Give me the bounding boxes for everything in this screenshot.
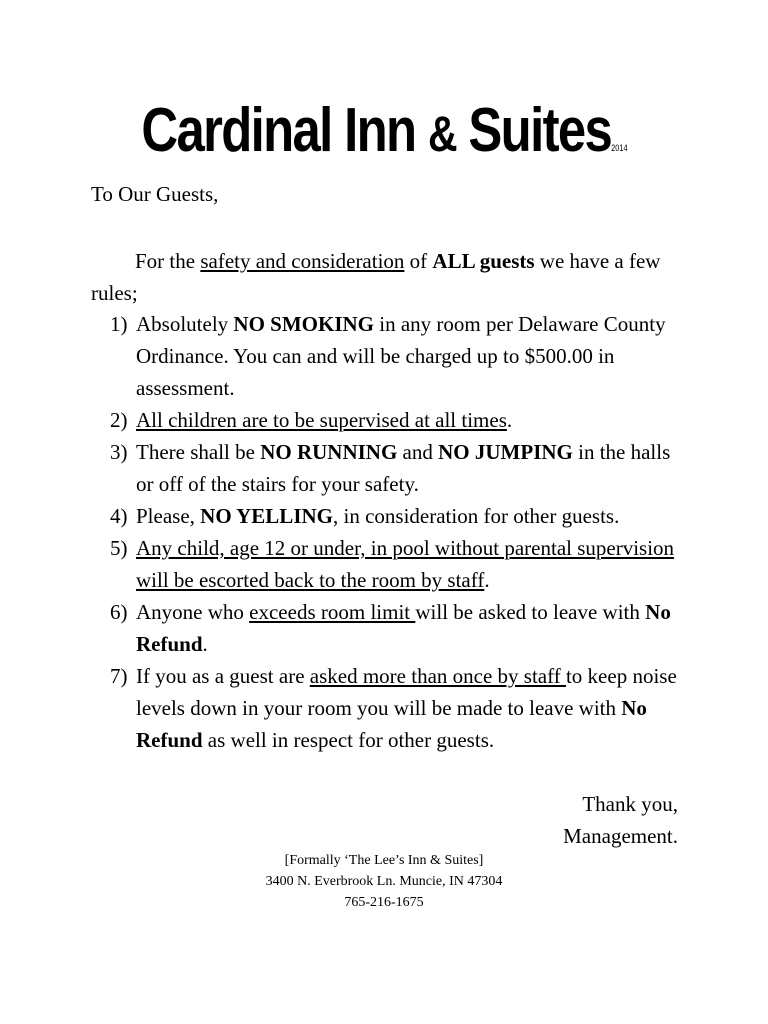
rules-list (110, 308, 690, 756)
rule-bold: No Refund (136, 600, 671, 656)
rule-bold: NO RUNNING (260, 440, 398, 464)
rule-item-4 (110, 500, 690, 532)
rule-number: 6) (110, 600, 128, 624)
intro-text-2: of (404, 249, 433, 273)
rule-text: will be asked to leave with (415, 600, 646, 624)
rule-text: . (506, 408, 513, 432)
title-row (0, 96, 768, 183)
rule-text: There shall be (136, 440, 261, 464)
rule-text: in any room per Delaware County Ordinance. You can and will be charged up to $500.00 in assessment. (136, 312, 666, 400)
title-end: Suites (455, 96, 611, 165)
greeting: To Our Guests, (91, 182, 219, 206)
signoff (563, 788, 678, 852)
intro-bold: ALL guests (432, 249, 535, 273)
footer-address: 3400 N. Everbrook Ln. Muncie, IN 47304 (265, 874, 503, 889)
rule-item-6 (110, 596, 690, 660)
rule-bold: No Refund (136, 696, 647, 752)
rule-text: . (202, 632, 208, 656)
rule-item-2 (110, 404, 690, 436)
footer-phone: 765-216-1675 (344, 895, 424, 910)
rule-text: . (484, 568, 490, 592)
rule-text: Please, (136, 504, 201, 528)
rule-item-3 (110, 436, 690, 500)
signoff-thanks: Thank you, (582, 792, 678, 816)
title-ampersand: & (427, 106, 456, 162)
intro-underline: safety and consideration (200, 249, 405, 273)
rule-text: If you as a guest are (136, 664, 310, 688)
intro-text-1: For the (135, 249, 201, 273)
rule-text: and (397, 440, 439, 464)
footer (0, 850, 768, 913)
rule-underline: All children are to be supervised at all times (136, 408, 507, 432)
rule-text: Absolutely (136, 312, 234, 336)
rule-text: , in consideration for other guests. (333, 504, 620, 528)
rule-number: 1) (110, 312, 128, 336)
rule-number: 5) (110, 536, 128, 560)
rule-text: to keep noise levels down in your room you will be made to leave with (136, 664, 677, 720)
title-main: Cardinal Inn (140, 96, 428, 165)
rule-bold: NO YELLING (200, 504, 333, 528)
intro-text-3: we have a few rules; (91, 249, 661, 305)
title-year: 2014 (610, 143, 628, 153)
rule-number: 3) (110, 440, 128, 464)
intro-paragraph (91, 245, 681, 309)
rule-item-7 (110, 660, 690, 756)
rule-item-1 (110, 308, 690, 404)
footer-formerly: [Formally ‘The Lee’s Inn & Suites] (284, 853, 484, 868)
rule-underline: asked more than once by staff (309, 664, 566, 688)
rule-underline: exceeds room limit (249, 600, 416, 624)
rule-text: as well in respect for other guests. (202, 728, 495, 752)
rule-item-5 (110, 532, 690, 596)
rule-bold: NO SMOKING (233, 312, 375, 336)
rule-number: 2) (110, 408, 128, 432)
rule-number: 7) (110, 664, 128, 688)
rule-number: 4) (110, 504, 128, 528)
rule-text: in the halls or off of the stairs for your safety. (136, 440, 671, 496)
rule-bold: NO JUMPING (438, 440, 573, 464)
rule-text: Anyone who (136, 600, 250, 624)
page-title (141, 96, 627, 183)
rule-underline: Any child, age 12 or under, in pool without parental supervision will be escorted back to the room by staff (136, 536, 675, 592)
signoff-signature: Management. (563, 824, 678, 848)
